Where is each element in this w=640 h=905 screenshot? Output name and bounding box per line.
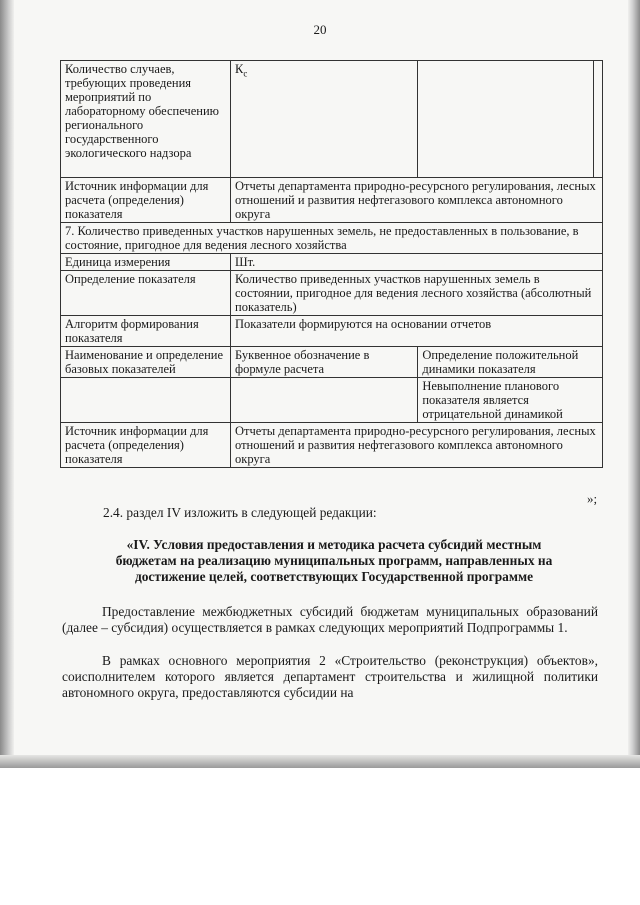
source-label-cell: Источник информации для расчета (определения) показателя xyxy=(61,423,231,468)
section-title-cell: 7. Количество приведенных участков нарушенных земель, не предоставленных в пользование, в состояние, пригодное для ведения лесного хозяйства xyxy=(61,223,603,254)
scan-shadow-bottom xyxy=(0,755,640,768)
empty-cell xyxy=(594,61,603,178)
table-row xyxy=(61,423,603,468)
symbol-main: К xyxy=(235,62,244,76)
empty-cell xyxy=(61,378,231,423)
source-value-cell: Отчеты департамента природно-ресурсного регулирования, лесных отношений и развития нефтегазового комплекса автономного округа xyxy=(231,178,603,223)
page-number: 20 xyxy=(313,22,327,37)
algorithm-value-cell: Показатели формируются на основании отчетов xyxy=(231,316,603,347)
unit-value-cell: Шт. xyxy=(231,254,603,271)
unit-label-cell: Единица измерения xyxy=(61,254,231,271)
table-row xyxy=(61,178,603,223)
algorithm-label-cell: Алгоритм формирования показателя xyxy=(61,316,231,347)
paragraph-1: Предоставление межбюджетных субсидий бюджетам муниципальных образований (далее – субсидия) осуществляется в рамках следующих мероприятий Подпрограммы 1. xyxy=(62,604,598,635)
scan-shadow-right xyxy=(628,0,640,768)
source-label-cell: Источник информации для расчета (определения) показателя xyxy=(61,178,231,223)
empty-cell xyxy=(418,61,594,178)
cases-label-cell: Количество случаев, требующих проведения мероприятий по лабораторному обеспечению регионального государственного экологического надзора xyxy=(61,61,231,178)
closing-quote: »; xyxy=(587,491,598,506)
table-row xyxy=(61,61,603,178)
negative-label-cell: Невыполнение планового показателя является отрицательной динамикой xyxy=(418,378,603,423)
base-label-cell: Наименование и определение базовых показателей xyxy=(61,347,231,378)
table-row xyxy=(61,347,603,378)
cases-symbol-cell xyxy=(231,61,418,178)
source-value-cell: Отчеты департамента природно-ресурсного регулирования, лесных отношений и развития нефтегазового комплекса автономного округа xyxy=(231,423,603,468)
table-row xyxy=(61,254,603,271)
paragraph-2: В рамках основного мероприятия 2 «Строительство (реконструкция) объектов», соисполнителем которого является департамент строительства и жилищной политики автономного округа, предоставляются субсидии на xyxy=(62,653,598,700)
edit-instruction: 2.4. раздел IV изложить в следующей редакции: xyxy=(103,505,377,520)
table-row xyxy=(61,223,603,254)
symbol-subscript: с xyxy=(243,68,248,79)
scan-shadow-left xyxy=(0,0,14,768)
definition-label-cell: Определение показателя xyxy=(61,271,231,316)
table-row xyxy=(61,378,603,423)
table-row xyxy=(61,316,603,347)
letter-label-cell: Буквенное обозначение в формуле расчета xyxy=(231,347,418,378)
section-heading: «IV. Условия предоставления и методика расчета субсидий местным бюджетам на реализацию муниципальных программ, направленных на достижение целей, соответствующих Государственной программе xyxy=(115,537,553,584)
positive-label-cell: Определение положительной динамики показателя xyxy=(418,347,603,378)
indicator-table xyxy=(60,60,603,468)
definition-value-cell: Количество приведенных участков нарушенных земель в состоянии, пригодное для ведения лесного хозяйства (абсолютный показатель) xyxy=(231,271,603,316)
empty-cell xyxy=(231,378,418,423)
table-row xyxy=(61,271,603,316)
